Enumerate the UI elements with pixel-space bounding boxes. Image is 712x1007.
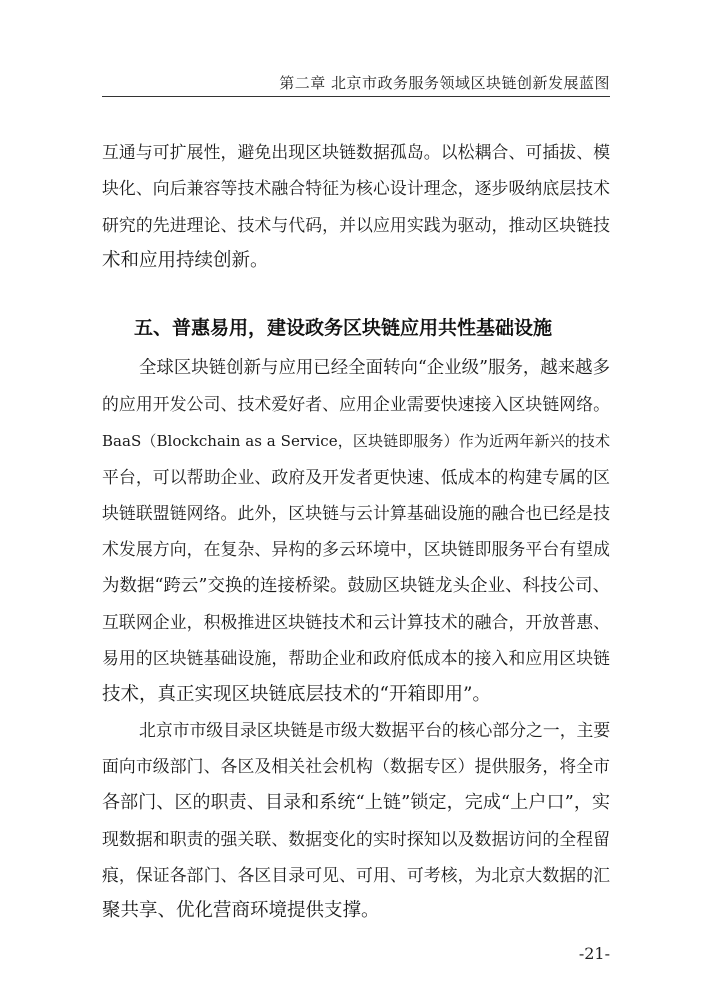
text-line: 各部门、区的职责、目录和系统“上链”锁定，完成“上户口”，实 [102,791,610,813]
running-header: 第二章 北京市政务服务领域区块链创新发展蓝图 [279,74,610,92]
header-rule [102,96,610,97]
text-line: 易用的区块链基础设施，帮助企业和政府低成本的接入和应用区块链 [102,648,610,669]
text-line: 平台，可以帮助企业、政府及开发者更快速、低成本的构建专属的区 [102,466,610,487]
text-line: 技术，真正实现区块链底层技术的“开箱即用”。 [102,683,491,705]
text-line: 全球区块链创新与应用已经全面转向“企业级”服务，越来越多 [139,358,610,378]
section-paragraph-1 [102,350,610,713]
text-line: 术发展方向，在复杂、异构的多云环境中，区块链即服务平台有望成 [102,539,610,560]
text-line: 块化、向后兼容等技术融合特征为核心设计理念，逐步吸纳底层技术 [102,178,610,199]
text-line: 研究的先进理论、技术与代码，并以应用实践为驱动，推动区块链技 [102,214,610,235]
section-paragraph-2 [102,712,610,930]
text-line: 互联网企业，积极推进区块链技术和云计算技术的融合，开放普惠、 [102,612,610,633]
text-line: 互通与可扩展性，避免出现区块链数据孤岛。以松耦合、可插拔、模 [102,142,610,162]
text-line: 面向市级部门、各区及相关社会机构（数据专区）提供服务，将全市 [102,756,610,777]
page-number: -21- [578,944,610,963]
text-line: 现数据和职责的强关联、数据变化的实时探知以及数据访问的全程留 [102,828,610,849]
text-line: 北京市市级目录区块链是市级大数据平台的核心部分之一，主要 [139,720,611,740]
text-line: BaaS（Blockchain as a Service，区块链即服务）作为近两年新兴的技术 [102,431,610,450]
text-line: 为数据“跨云”交换的连接桥梁。鼓励区块链龙头企业、科技公司、 [102,575,610,596]
text-line: 术和应用持续创新。 [102,249,269,271]
text-line: 块链联盟链网络。此外，区块链与云计算基础设施的融合也已经是技 [102,503,610,524]
paragraph-continued [102,134,610,279]
section-heading: 五、普惠易用，建设政务区块链应用共性基础设施 [134,317,553,339]
text-line: 痕，保证各部门、各区目录可见、可用、可考核，为北京大数据的汇 [102,865,610,886]
text-line: 的应用开发公司、技术爱好者、应用企业需要快速接入区块链网络。 [102,394,610,415]
text-line: 聚共享、优化营商环境提供支撑。 [102,900,380,922]
